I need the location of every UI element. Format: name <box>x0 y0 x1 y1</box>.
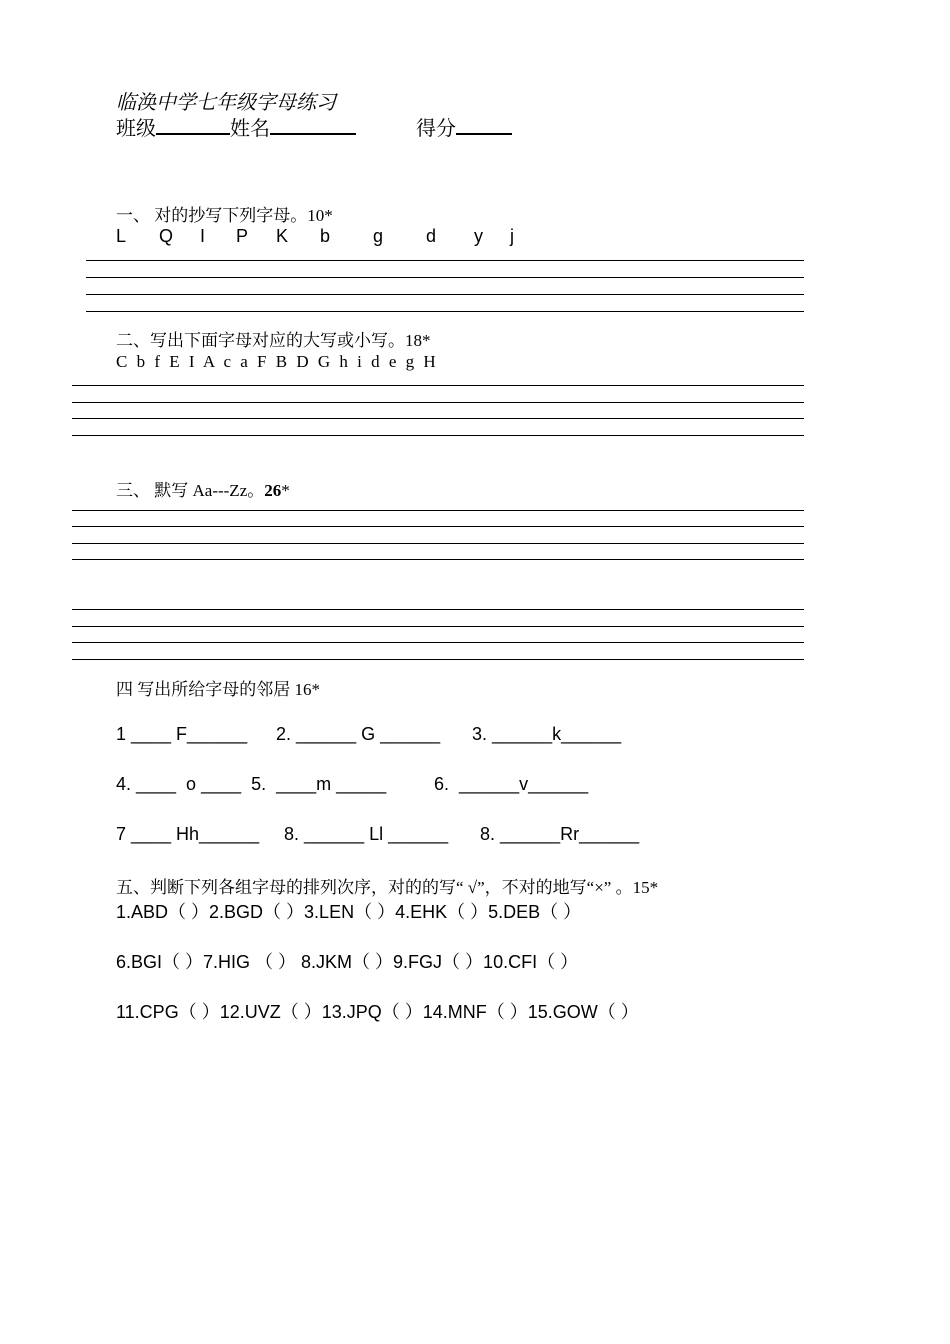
neighbor-item[interactable]: 7 ____ Hh______ <box>116 824 260 844</box>
neighbor-item[interactable]: 6. ______v______ <box>434 774 589 794</box>
letter-item: L <box>116 226 127 246</box>
section-3-title <box>116 476 290 501</box>
writing-line[interactable] <box>72 559 804 560</box>
letter-item: K <box>276 226 289 246</box>
letter-item: d <box>426 226 437 246</box>
score-line <box>416 112 512 141</box>
neighbor-item[interactable]: 1 ____ F______ <box>116 724 248 744</box>
writing-line[interactable] <box>72 659 804 660</box>
writing-line[interactable] <box>72 435 804 436</box>
neighbor-item[interactable]: 4. ____ o ____ 5. ____m _____ <box>116 774 387 794</box>
writing-line[interactable] <box>72 609 804 610</box>
section-2-title: 二、写出下面字母对应的大写或小写。18* <box>116 331 431 350</box>
letter-item: I <box>200 226 206 246</box>
name-blank[interactable] <box>270 115 356 135</box>
neighbor-item[interactable]: 2. ______ G ______ <box>276 724 441 744</box>
class-label: 班级 <box>116 118 156 140</box>
writing-line[interactable] <box>72 526 804 527</box>
letter-item: Q <box>159 226 174 246</box>
section-1-title: 一、 对的抄写下列字母。10* <box>116 206 333 225</box>
writing-line[interactable] <box>72 543 804 544</box>
letter-item: b <box>320 226 331 246</box>
writing-line[interactable] <box>86 277 804 278</box>
letter-item: P <box>236 226 249 246</box>
writing-line[interactable] <box>72 402 804 403</box>
writing-line[interactable] <box>86 311 804 312</box>
section-4-title: 四 写出所给字母的邻居 16* <box>116 680 320 699</box>
section-5-title: 五、判断下列各组字母的排列次序，对的的写“ √”，不对的地写“×” 。15* <box>116 878 659 897</box>
writing-line[interactable] <box>72 418 804 419</box>
writing-line[interactable] <box>72 642 804 643</box>
order-judgment-row[interactable]: 1.ABD（ ）2.BGD（ ）3.LEN（ ）4.EHK（ ）5.DEB（ ） <box>116 902 582 922</box>
order-judgment-row[interactable]: 6.BGI（ ）7.HIG （ ） 8.JKM（ ）9.FGJ（ ）10.CFI（ ） <box>116 952 579 972</box>
score-blank[interactable] <box>456 115 512 135</box>
page-title: 临涣中学七年级字母练习 <box>116 92 336 114</box>
class-blank[interactable] <box>156 115 230 135</box>
neighbor-item[interactable]: 8. ______Rr______ <box>480 824 640 844</box>
neighbor-item[interactable]: 8. ______ Ll ______ <box>284 824 449 844</box>
section-3-title-text: 三、 默写 Aa---Zz。 <box>116 481 265 500</box>
section-2-letters: C b f E I A c a F B D G h i d e g H <box>116 352 436 371</box>
letter-item: y <box>474 226 483 246</box>
name-label: 姓名 <box>230 118 270 140</box>
writing-line[interactable] <box>72 626 804 627</box>
writing-line[interactable] <box>72 385 804 386</box>
section-3-score: 26 <box>264 481 282 500</box>
letter-item: j <box>510 226 514 246</box>
score-label: 得分 <box>416 118 456 140</box>
letter-item: g <box>373 226 384 246</box>
writing-line[interactable] <box>86 294 804 295</box>
student-info-line <box>116 112 356 141</box>
order-judgment-row[interactable]: 11.CPG（ ）12.UVZ（ ）13.JPQ（ ）14.MNF（ ）15.GOW（ ） <box>116 1002 639 1022</box>
neighbor-item[interactable]: 3. ______k______ <box>472 724 622 744</box>
writing-line[interactable] <box>72 510 804 511</box>
writing-line[interactable] <box>86 260 804 261</box>
section-3-suffix: * <box>281 481 290 500</box>
